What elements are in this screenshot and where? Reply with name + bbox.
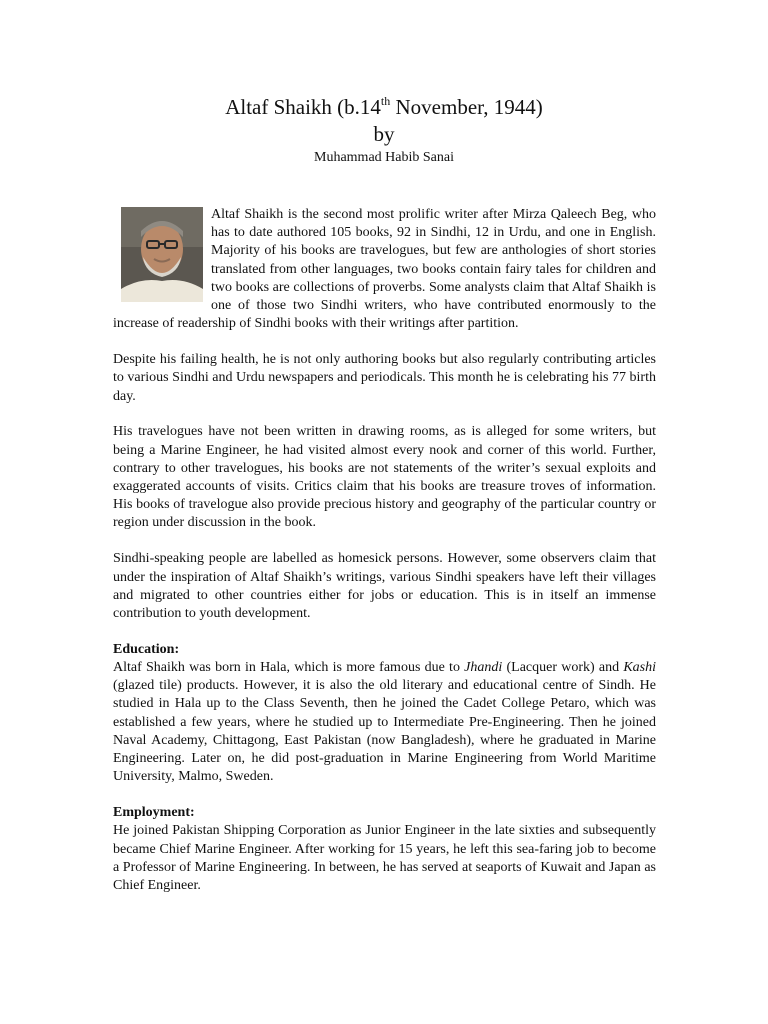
author-name: Muhammad Habib Sanai: [314, 150, 454, 165]
employment-heading: Employment:: [113, 805, 195, 821]
education-kashi: Kashi: [623, 660, 656, 676]
title-superscript: th: [380, 94, 391, 108]
education-heading: Education:: [113, 641, 180, 657]
author-portrait-image: [121, 207, 203, 302]
paragraph-education: [113, 659, 656, 786]
education-text-1: Altaf Shaikh was born in Hala, which is more famous due to: [113, 660, 465, 676]
paragraph-employment: He joined Pakistan Shipping Corporation as Junior Engineer in the late sixties and subsequently became Chief Marine Engineer. After working for 15 years, he left this sea-faring job to become a Professor of Marine Engineering. In between, he has served at seaports of Kuwait and Japan as Chief Engineer.: [113, 823, 656, 893]
paragraph-health: Despite his failing health, he is not only authoring books but also regularly contributing articles to various Sindhi and Urdu newspapers and periodicals. This month he is celebrating his 77 birth day.: [113, 352, 656, 404]
article-body: [113, 206, 656, 913]
page-title: [0, 93, 768, 121]
education-text-3: (glazed tile) products. However, it is also the old literary and educational centre of Sindh. He studied in Hala up to the Class Seventh, then he joined the Cadet College Petaro, which was established a few years, where he studied up to Intermediate Pre-Engineering. Then he joined Naval Academy, Chittagong, East Pakistan (now Bangladesh), where he graduated in Marine Engineering. Later on, he did post-graduation in Marine Engineering from World Maritime University, Malmo, Sweden.: [113, 678, 656, 785]
portrait-photo-icon: [121, 207, 203, 302]
education-jhandi: Jhandi: [464, 660, 503, 676]
paragraph-intro: [113, 206, 656, 333]
paragraph-inspiration: Sindhi-speaking people are labelled as homesick persons. However, some observers claim that under the inspiration of Altaf Shaikh’s writings, various Sindhi speakers have left their villages and migrated to other countries either for jobs or education. This is in itself an immense contribution to youth development.: [113, 551, 656, 621]
paragraph-intro-text: Altaf Shaikh is the second most prolific writer after Mirza Qaleech Beg, who has to date authored 105 books, 92 in Sindhi, 12 in Urdu, and one in English. Majority of his books are travelogues, but few are anthologies of short stories translated from other languages, two books contain fairy tales for children and two books are collections of proverbs. Some analysts claim that Altaf Shaikh is one of those two Sindhi writers, who have contributed enormously to the increase of readership of Sindhi books with their writings after partition.: [113, 207, 656, 332]
title-suffix: November, 1944): [390, 95, 543, 119]
paragraph-travelogues: His travelogues have not been written in drawing rooms, as is alleged for some writers, but being a Marine Engineer, he had visited almost every nook and corner of this world. Further, contrary to other travelogues, his books are not statements of the writer’s sexual exploits and exaggerated accounts of visits. Critics claim that his books are treasure troves of information. His books of travelogue also provide precious history and geography of the particular country or region under discussion in the book.: [113, 424, 656, 531]
title-prefix: Altaf Shaikh (b.14: [225, 95, 381, 119]
education-text-2: (Lacquer work) and: [502, 660, 624, 676]
byline-by: by: [373, 122, 395, 146]
